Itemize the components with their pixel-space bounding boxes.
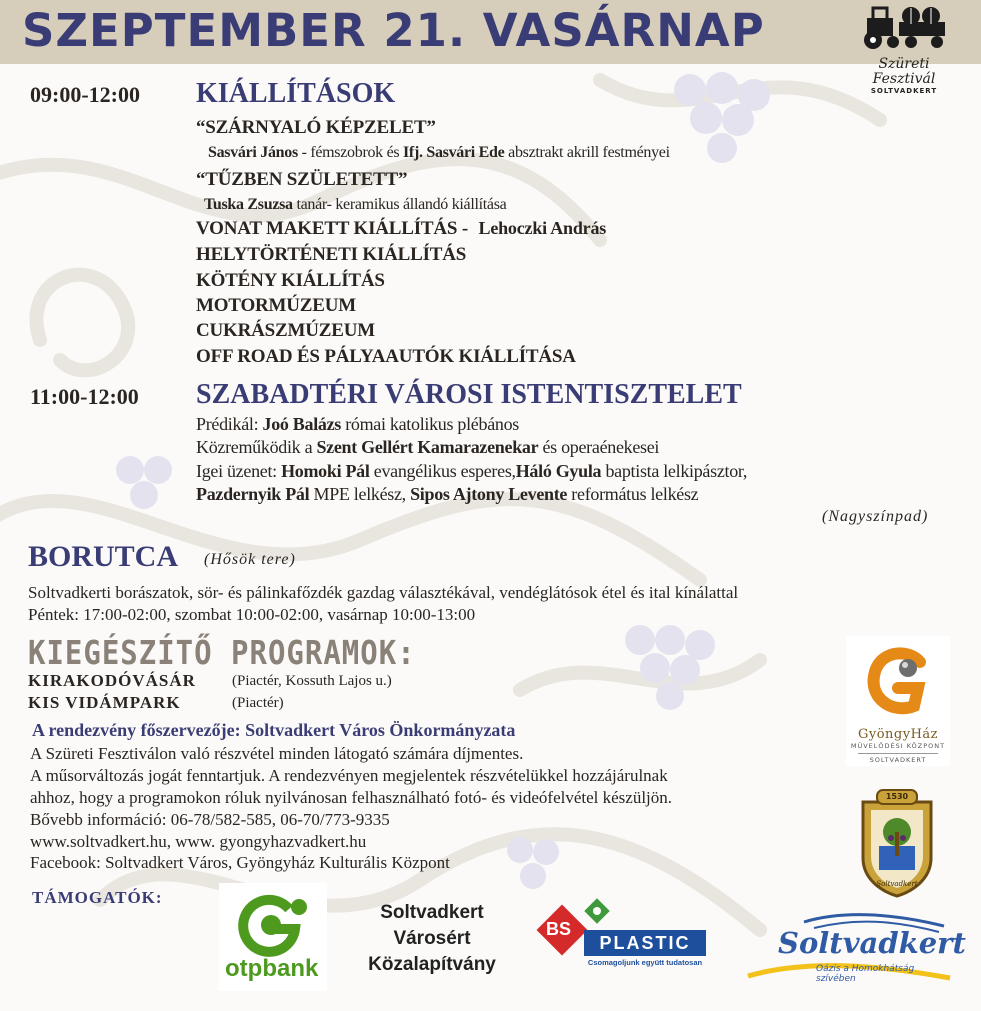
- section-title-service: SZABADTÉRI VÁROSI ISTENTISZTELET: [196, 379, 742, 410]
- otp-logo: [219, 883, 327, 991]
- borutca-title: BORUTCA: [28, 540, 179, 573]
- crest-year: 1530: [885, 792, 909, 801]
- festival-logo-name: Szüreti Fesztivál: [872, 56, 936, 87]
- gyongyhaz-name: GyöngyHáz: [857, 727, 939, 742]
- kozalapitvany-line: Soltvadkert: [380, 902, 484, 923]
- contact-line: Bővebb információ: 06-78/582-585, 06-70/773-9335: [30, 810, 390, 829]
- exhibition-item: MOTORMÚZEUM: [196, 295, 356, 316]
- tractor-barrel-icon: [859, 4, 949, 52]
- festival-logo-city: SOLTVADKERT: [870, 87, 938, 95]
- venue-note: (Nagyszínpad): [822, 508, 929, 525]
- festival-logo: [850, 4, 958, 96]
- program-location: (Piactér, Kossuth Lajos u.): [232, 673, 392, 689]
- otp-wordmark: otpbank: [225, 955, 319, 982]
- exhibition-item: HELYTÖRTÉNETI KIÁLLÍTÁS: [196, 244, 467, 265]
- time-service: 11:00-12:00: [30, 384, 139, 409]
- sponsors-label: TÁMOGATÓK:: [32, 888, 163, 907]
- soltvadkert-slogan: Oázis a Homokhátság szívében: [816, 964, 915, 984]
- exhibition-item: VONAT MAKETT KIÁLLÍTÁS - Lehoczki András: [196, 218, 607, 239]
- service-line: Pazdernyik Pál MPE lelkész, Sipos Ajtony Levente református lelkész: [196, 484, 699, 504]
- program-location: (Piactér): [232, 695, 284, 711]
- program-name: KIS VIDÁMPARK: [28, 693, 181, 712]
- soltvadkert-logo: [744, 912, 966, 988]
- exhibition-item: CUKRÁSZMÚZEUM: [196, 320, 375, 341]
- bs-text: BS: [546, 919, 572, 939]
- service-line: Közreműködik a Szent Gellért Kamarazenekar és operaénekesei: [196, 437, 660, 457]
- borutca-desc: Soltvadkerti borászatok, sör- és pálinkafőzdék gazdag választékával, vendéglátósok étel és ital kínálattal: [28, 583, 739, 602]
- info-line: A műsorváltozás jogát fenntartjuk. A rendezvényen megjelentek részvételükkel hozzájárulnak: [30, 766, 668, 785]
- organizer-line: A rendezvény főszervezője: Soltvadkert Város Önkormányzata: [32, 720, 516, 740]
- page-title: SZEPTEMBER 21. VASÁRNAP: [22, 4, 765, 57]
- time-exhibitions: 09:00-12:00: [30, 82, 140, 107]
- info-line: ahhoz, hogy a programokon róluk nyilvánosan felhasználható fotó- és videófelvétel készüljön.: [30, 788, 673, 807]
- kozalapitvany-line: Városért: [393, 928, 471, 949]
- exhibition-title: “TŰZBEN SZÜLETETT”: [196, 169, 408, 190]
- kozalapitvany-logo: [352, 900, 512, 978]
- exhibition-desc: Sasvári János - fémszobrok és Ifj. Sasvári Ede absztrakt akrill festményei: [208, 144, 670, 161]
- exhibition-desc: Tuska Zsuzsa tanár- keramikus állandó kiállítása: [204, 196, 507, 213]
- soltvadkert-wordmark: Soltvadkert: [778, 926, 966, 960]
- kozalapitvany-line: Közalapítvány: [368, 954, 496, 975]
- website-line[interactable]: www.soltvadkert.hu, www. gyongyhazvadkert.hu: [30, 832, 367, 851]
- exhibition-title: “SZÁRNYALÓ KÉPZELET”: [196, 117, 436, 138]
- gyongyhaz-emblem-icon: [858, 642, 938, 722]
- plastic-slogan: Csomagoljunk együtt tudatosan: [587, 958, 703, 967]
- service-line: Prédikál: Joó Balázs római katolikus plébános: [196, 414, 519, 434]
- exhibition-item: OFF ROAD ÉS PÁLYAAUTÓK KIÁLLÍTÁSA: [196, 346, 576, 367]
- crest-name: Soltvadkert: [876, 880, 918, 888]
- program-name: KIRAKODÓVÁSÁR: [28, 671, 196, 690]
- exhibition-item: KÖTÉNY KIÁLLÍTÁS: [196, 270, 385, 291]
- section-title-exhibitions: KIÁLLÍTÁSOK: [196, 78, 396, 109]
- city-crest: [855, 788, 939, 898]
- facebook-line[interactable]: Facebook: Soltvadkert Város, Gyöngyház Kulturális Központ: [30, 853, 450, 872]
- borutca-location: (Hősök tere): [204, 551, 296, 568]
- gyongyhaz-subtitle: MŰVELŐDÉSI KÖZPONT: [850, 742, 946, 750]
- gyongyhaz-city: SOLTVADKERT: [869, 756, 927, 764]
- bs-plastic-logo: [536, 898, 710, 978]
- otp-emblem-icon: [219, 887, 327, 959]
- service-line: Igei üzenet: Homoki Pál evangélikus esperes,Háló Gyula baptista lelkipásztor,: [196, 461, 748, 481]
- plastic-text: PLASTIC: [584, 930, 706, 956]
- recycle-leaf-icon: [584, 898, 610, 924]
- extra-programs-title: KIEGÉSZÍTŐ PROGRAMOK:: [28, 633, 416, 673]
- info-line: A Szüreti Fesztiválon való részvétel minden látogató számára díjmentes.: [30, 744, 524, 763]
- gyongyhaz-logo: [846, 636, 950, 766]
- borutca-hours: Péntek: 17:00-02:00, szombat 10:00-02:00, vasárnap 10:00-13:00: [28, 605, 476, 624]
